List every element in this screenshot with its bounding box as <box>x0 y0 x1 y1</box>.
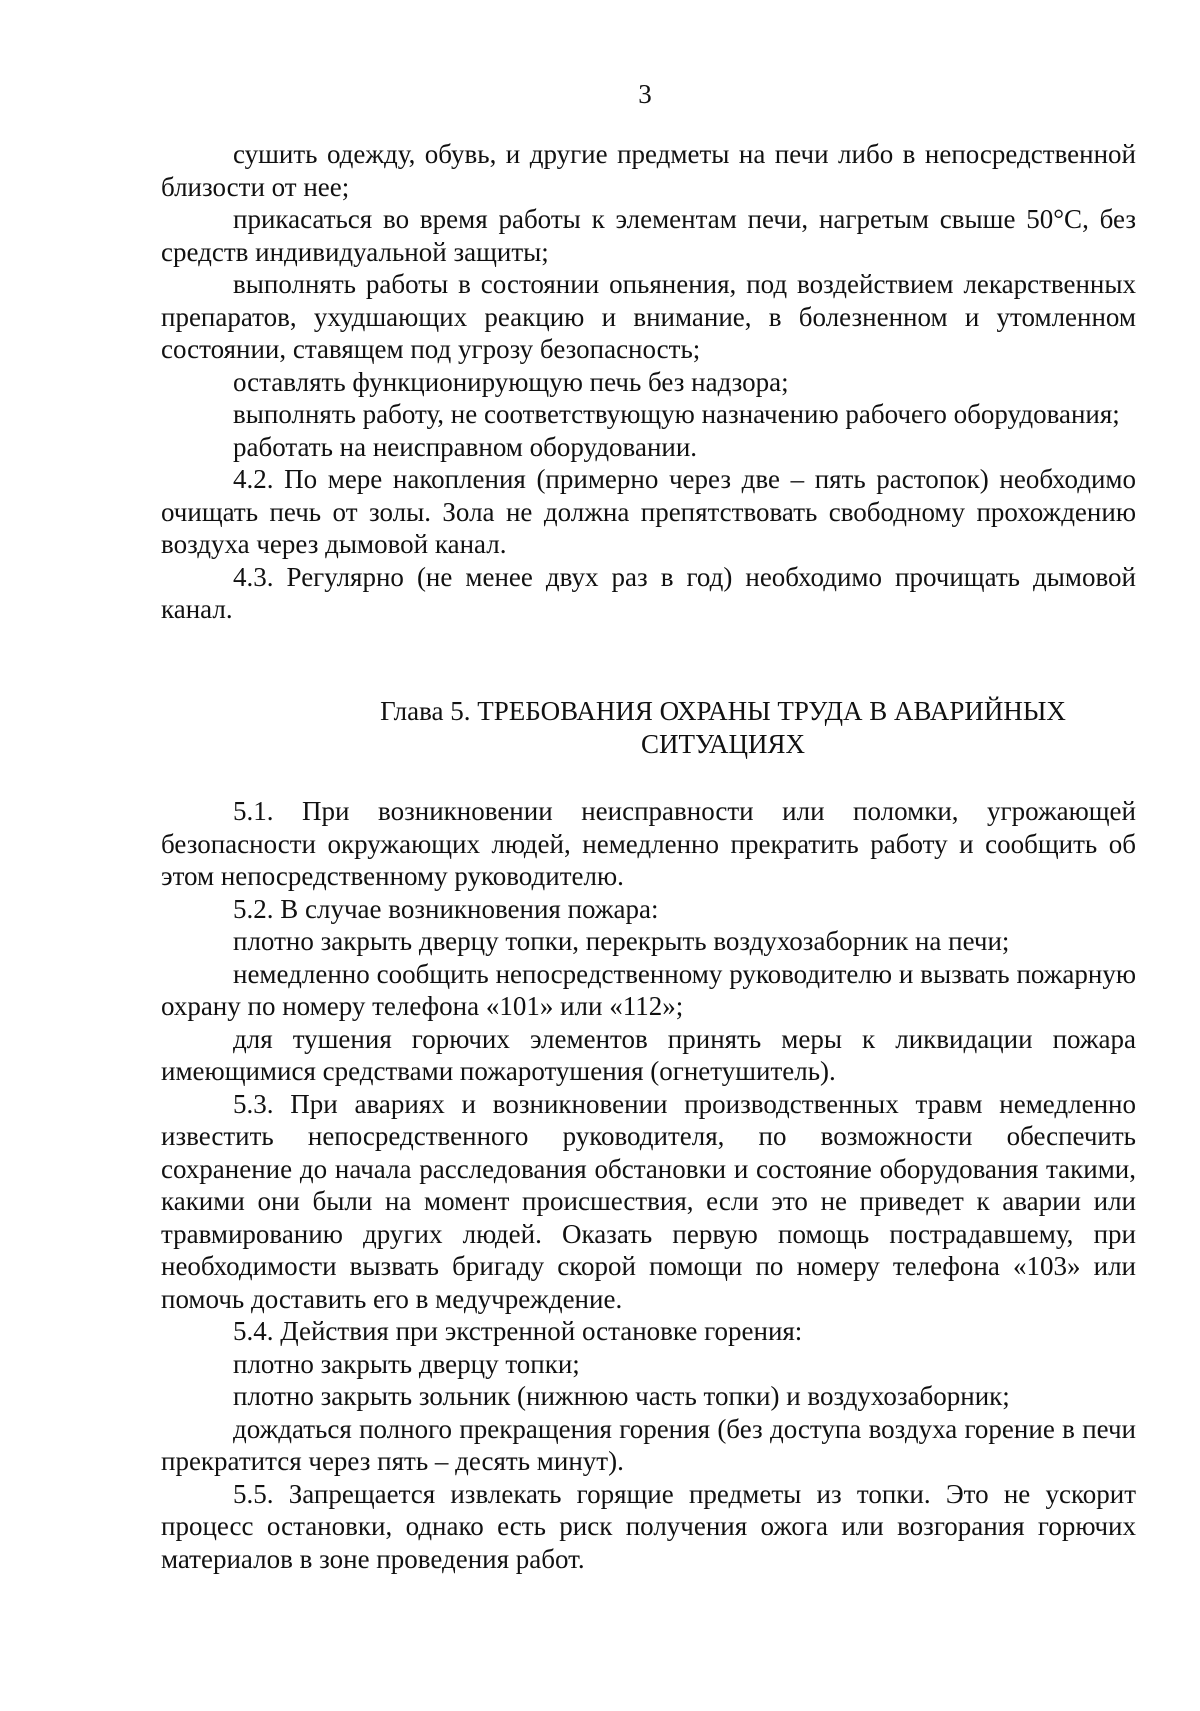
chapter-title-line-1: Глава 5. ТРЕБОВАНИЯ ОХРАНЫ ТРУДА В АВАРИЙНЫХ <box>380 696 1066 726</box>
paragraph: немедленно сообщить непосредственному руководителю и вызвать пожарную охрану по номеру телефона «101» или «112»; <box>161 958 1136 1021</box>
paragraph: плотно закрыть дверцу топки, перекрыть воздухозаборник на печи; <box>233 926 1010 956</box>
paragraph: 5.2. В случае возникновения пожара: <box>233 893 659 924</box>
paragraph: 4.3. Регулярно (не менее двух раз в год) необходимо прочищать дымовой канал. <box>161 561 1136 624</box>
chapter-title-line-2: СИТУАЦИЯХ <box>641 728 805 759</box>
paragraph: работать на неисправном оборудовании. <box>233 431 698 462</box>
paragraph: выполнять работу, не соответствующую назначению рабочего оборудования; <box>233 399 1120 429</box>
emergency-section <box>161 795 1136 1575</box>
paragraph: оставлять функционирующую печь без надзора; <box>233 366 789 397</box>
paragraph: плотно закрыть дверцу топки; <box>233 1348 580 1379</box>
paragraph: плотно закрыть зольник (нижнюю часть топки) и воздухозаборник; <box>233 1381 1010 1411</box>
paragraph: 5.4. Действия при экстренной остановке горения: <box>233 1316 803 1346</box>
paragraph: сушить одежду, обувь, и другие предметы на печи либо в непосредственной близости от нее; <box>161 139 1136 202</box>
page-number: 3 <box>638 79 652 109</box>
paragraph: 5.5. Запрещается извлекать горящие предметы из топки. Это не ускорит процесс остановки, однако есть риск получения ожога или возгорания горючих материалов в зоне проведения работ. <box>161 1478 1136 1574</box>
paragraph: 5.1. При возникновении неисправности или поломки, угрожающей безопасности окружающих людей, немедленно прекратить работу и сообщить об этом непосредственному руководителю. <box>161 796 1136 891</box>
paragraph: 5.3. При авариях и возникновении производственных травм немедленно известить непосредственного руководителя, по возможности обеспечить сохранение до начала расследования обстановки и состояние оборудования такими, какими они были на момент происшествия, если это не приведет к аварии или травмированию других людей. Оказать первую помощь пострадавшему, при необходимости вызвать бригаду скорой помощи по номеру телефона «103» или помочь доставить его в медучреждение. <box>161 1088 1136 1314</box>
paragraph: выполнять работы в состоянии опьянения, под воздействием лекарственных препаратов, ухудшающих реакцию и внимание, в болезненном и утомленном состоянии, ставящем под угрозу безопасность; <box>161 269 1136 364</box>
prohibitions-section <box>161 138 1136 626</box>
paragraph: 4.2. По мере накопления (примерно через две – пять растопок) необходимо очищать печь от золы. Зола не должна препятствовать свободному прохождению воздуха через дымовой канал. <box>161 464 1136 559</box>
paragraph: для тушения горючих элементов принять меры к ликвидации пожара имеющимися средствами пожаротушения (огнетушитель). <box>161 1023 1136 1086</box>
paragraph: дождаться полного прекращения горения (без доступа воздуха горение в печи прекратится через пять – десять минут). <box>161 1413 1136 1476</box>
paragraph: прикасаться во время работы к элементам печи, нагретым свыше 50°С, без средств индивидуальной защиты; <box>161 204 1136 267</box>
chapter-title <box>161 695 1200 760</box>
